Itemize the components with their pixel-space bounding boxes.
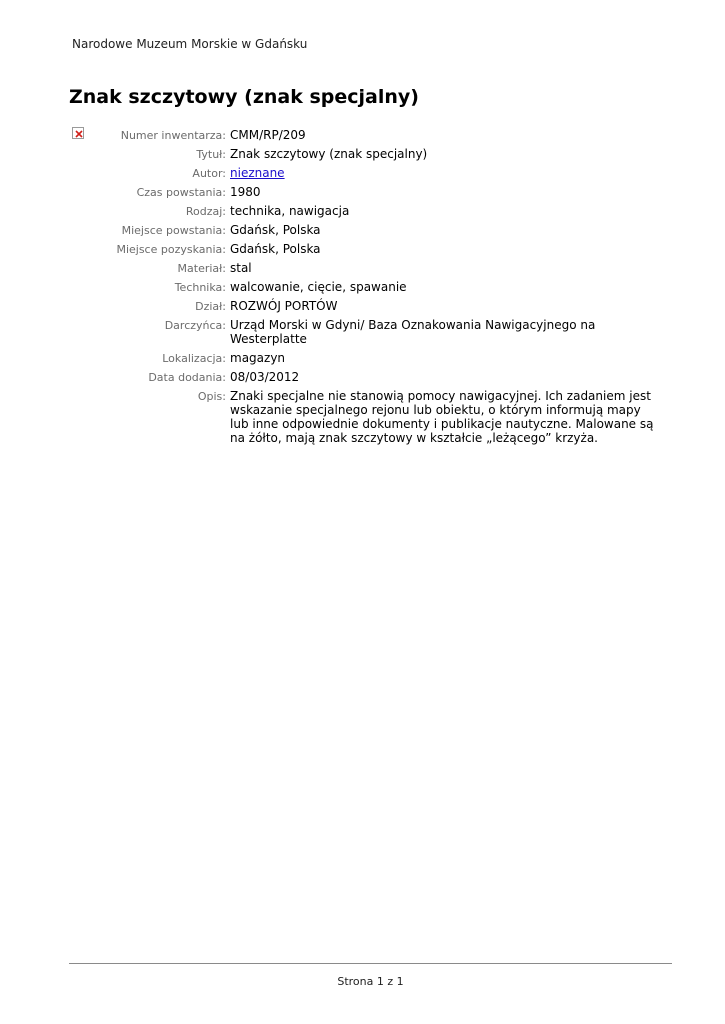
page-title: Znak szczytowy (znak specjalny) bbox=[69, 86, 419, 108]
field-place-of-origin bbox=[0, 223, 725, 241]
field-value: Znaki specjalne nie stanowią pomocy nawigacyjnej. Ich zadaniem jest wskazanie specjalnego rejonu lub obiektu, o którym informują mapy lub inne odpowiednie dokumenty i publikacje nautyczne. Malowane są na żółto, mają znak szczytowy w kształcie „leżącego” krzyża. bbox=[230, 389, 654, 445]
field-value: ROZWÓJ PORTÓW bbox=[230, 299, 338, 313]
field-value: Znak szczytowy (znak specjalny) bbox=[230, 147, 428, 161]
field-label: Numer inwentarza: bbox=[120, 129, 226, 142]
field-label: Darczyńca: bbox=[164, 319, 226, 332]
field-inventory-number bbox=[0, 128, 725, 146]
field-label: Opis: bbox=[197, 390, 226, 403]
field-value: walcowanie, cięcie, spawanie bbox=[230, 280, 407, 294]
field-date-added bbox=[0, 370, 725, 388]
field-type bbox=[0, 204, 725, 222]
field-value: Gdańsk, Polska bbox=[230, 242, 321, 256]
field-value: 08/03/2012 bbox=[230, 370, 300, 384]
field-value: Gdańsk, Polska bbox=[230, 223, 321, 237]
field-author bbox=[0, 166, 725, 184]
field-value: CMM/RP/209 bbox=[230, 128, 306, 142]
field-value-container bbox=[230, 166, 660, 184]
field-label: Lokalizacja: bbox=[162, 352, 226, 365]
field-label: Materiał: bbox=[177, 262, 226, 275]
field-department bbox=[0, 299, 725, 317]
field-label: Data dodania: bbox=[148, 371, 226, 384]
field-label: Tytuł: bbox=[196, 148, 226, 161]
field-location bbox=[0, 351, 725, 369]
field-label: Czas powstania: bbox=[136, 186, 226, 199]
field-technique bbox=[0, 280, 725, 298]
field-value: technika, nawigacja bbox=[230, 204, 350, 218]
field-value: stal bbox=[230, 261, 252, 275]
field-title bbox=[0, 147, 725, 165]
field-value: magazyn bbox=[230, 351, 286, 365]
field-donor bbox=[0, 318, 725, 350]
field-label: Miejsce pozyskania: bbox=[116, 243, 226, 256]
page-number: Strona 1 z 1 bbox=[337, 975, 404, 988]
field-creation-time bbox=[0, 185, 725, 203]
metadata-fields bbox=[0, 128, 725, 450]
field-label: Rodzaj: bbox=[185, 205, 226, 218]
field-description bbox=[0, 389, 725, 449]
field-value: 1980 bbox=[230, 185, 261, 199]
footer-divider bbox=[69, 963, 672, 964]
field-label: Technika: bbox=[174, 281, 226, 294]
field-material bbox=[0, 261, 725, 279]
author-link[interactable]: nieznane bbox=[230, 166, 285, 180]
field-value: Urząd Morski w Gdyni/ Baza Oznakowania Nawigacyjnego na Westerplatte bbox=[230, 318, 596, 346]
museum-name: Narodowe Muzeum Morskie w Gdańsku bbox=[72, 37, 308, 51]
field-label: Dział: bbox=[195, 300, 226, 313]
field-label: Miejsce powstania: bbox=[121, 224, 226, 237]
field-place-of-acquisition bbox=[0, 242, 725, 260]
field-label: Autor: bbox=[192, 167, 226, 180]
